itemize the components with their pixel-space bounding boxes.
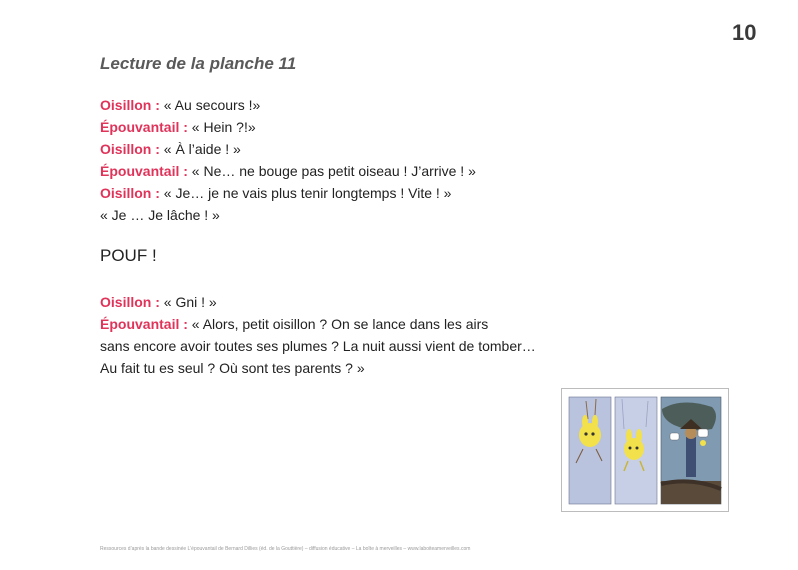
dialogue-text: « Au secours !»: [159, 97, 261, 113]
dialogue-line: [100, 116, 476, 138]
dialogue-text: « Hein ?!»: [187, 119, 256, 135]
dialogue-line: [100, 182, 476, 204]
dialogue-line: [100, 94, 476, 116]
speaker-label: Oisillon :: [100, 185, 160, 201]
comic-panel-1: [569, 397, 611, 504]
dialogue-block-1: [100, 94, 476, 226]
comic-panel-3: [661, 397, 721, 504]
footer-credits: Ressources d’après la bande dessinée L’épouvantail de Bernard Dillies (éd. de la Gouttière) – diffusion éducative – La boîte à merveilles – www.laboiteamerveilles.com: [100, 546, 471, 552]
speaker-label: Oisillon :: [100, 294, 160, 310]
speaker-label: Épouvantail :: [100, 163, 188, 179]
section-title: Lecture de la planche 11: [100, 54, 297, 73]
dialogue-text: « Gni ! »: [159, 294, 217, 310]
dialogue-text: « Ne… ne bouge pas petit oiseau ! J’arrive ! »: [187, 163, 476, 179]
dialogue-line: [100, 357, 536, 379]
speaker-label: Oisillon :: [100, 141, 160, 157]
speaker-label: Oisillon :: [100, 97, 160, 113]
dialogue-text: sans encore avoir toutes ses plumes ? La nuit aussi vient de tomber…: [100, 338, 536, 354]
dialogue-line: [100, 291, 536, 313]
sound-effect: POUF !: [100, 246, 157, 265]
dialogue-text: « Je… je ne vais plus tenir longtemps ! Vite ! »: [159, 185, 452, 201]
comic-panels-illustration: [562, 389, 728, 511]
speaker-label: Épouvantail :: [100, 119, 188, 135]
dialogue-line: [100, 160, 476, 182]
dialogue-line: [100, 313, 536, 335]
dialogue-line: [100, 138, 476, 160]
comic-page-thumbnail: [561, 388, 729, 512]
dialogue-block-2: [100, 291, 536, 379]
page-number: 10: [732, 20, 757, 45]
dialogue-line: [100, 335, 536, 357]
dialogue-text: « À l’aide ! »: [159, 141, 241, 157]
dialogue-text: « Alors, petit oisillon ? On se lance dans les airs: [187, 316, 489, 332]
dialogue-text: « Je … Je lâche ! »: [100, 207, 220, 223]
comic-panel-2: [615, 397, 657, 504]
dialogue-text: Au fait tu es seul ? Où sont tes parents ? »: [100, 360, 365, 376]
dialogue-line: [100, 204, 476, 226]
speaker-label: Épouvantail :: [100, 316, 188, 332]
